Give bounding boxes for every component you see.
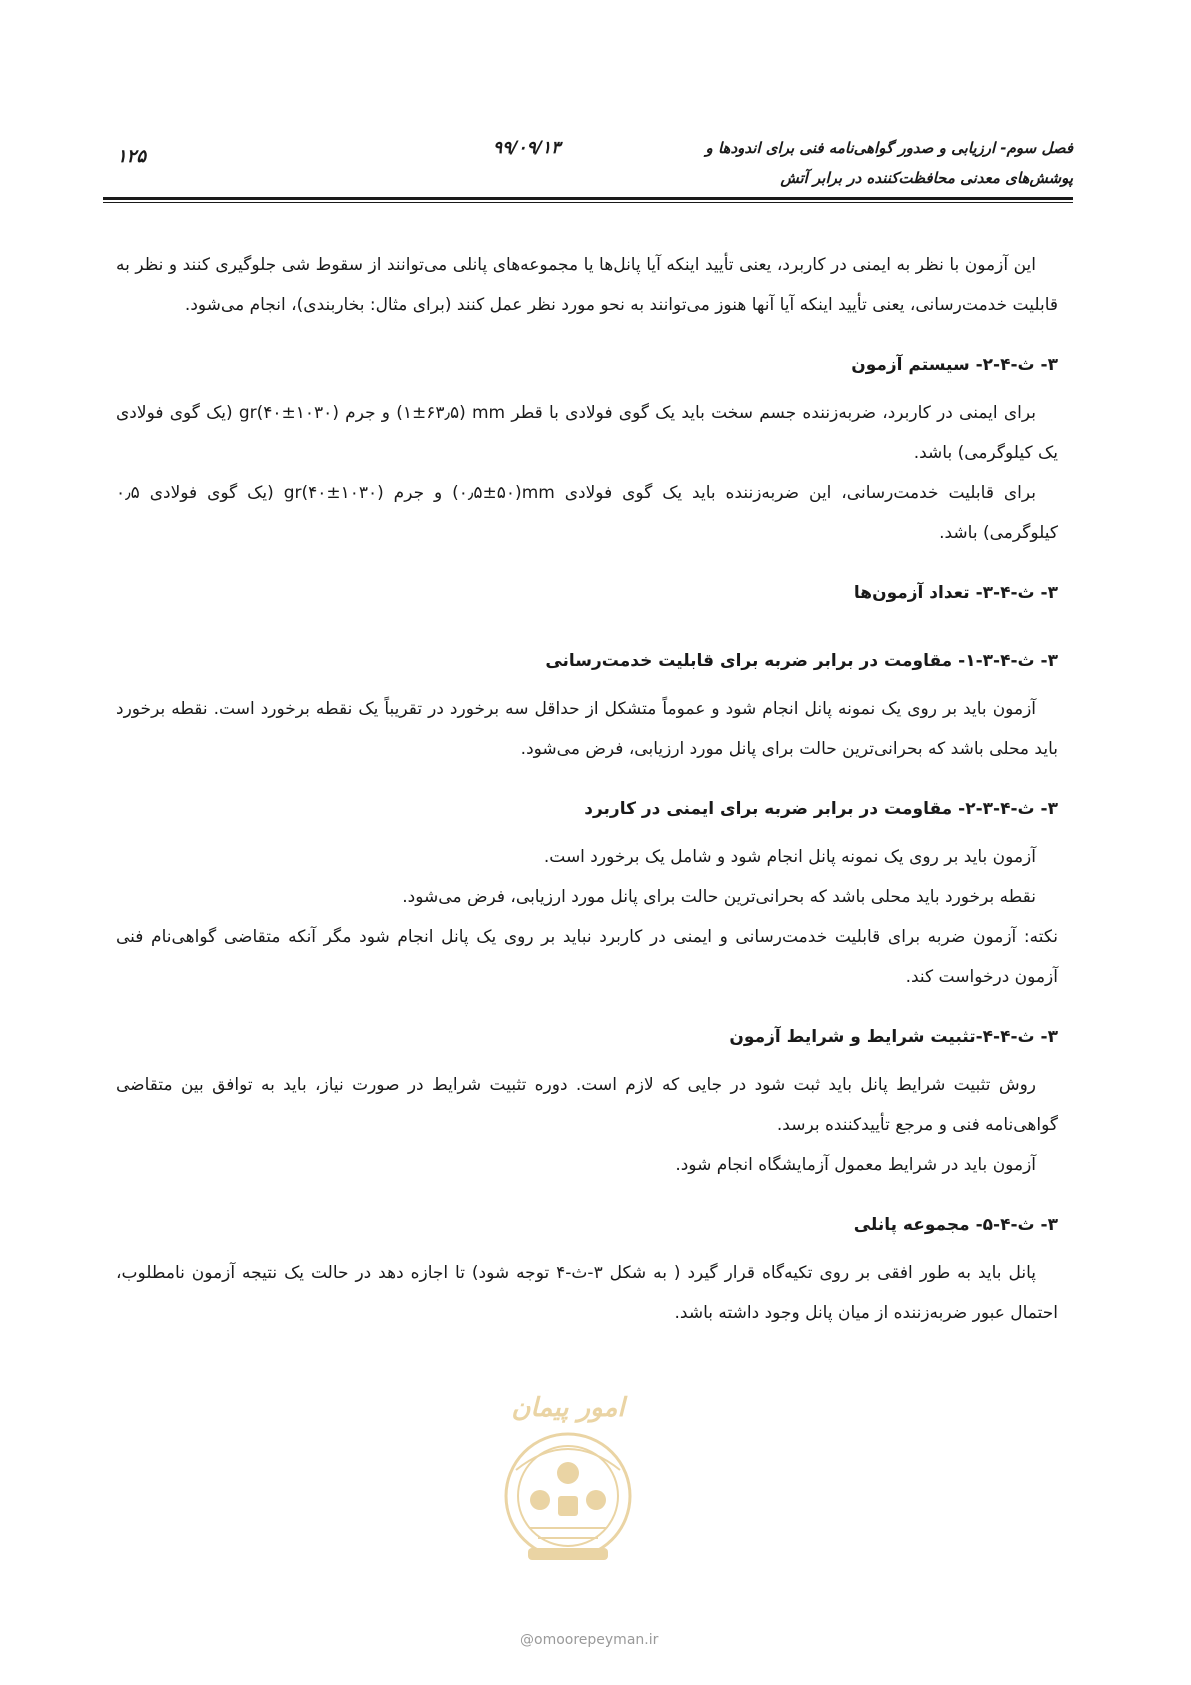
paragraph-panel-assembly: پانل باید به طور افقی بر روی تکیه‌گاه قرار گیرد ( به شکل ۳-ث-۴ توجه شود) تا اجازه دهد در حالت یک نتیجه آزمون نامطلوب، احتمال عبور ضربه‌زننده از میان پانل وجود داشته باشد.	[116, 1263, 1058, 1323]
header-date: ۹۹/۰۹/۱۳	[493, 138, 561, 158]
header-rule-thin	[103, 202, 1073, 203]
intro-paragraph: این آزمون با نظر به ایمنی در کاربرد، یعنی تأیید اینکه آیا پانل‌ها یا مجموعه‌های پانلی می‌توانند از سقوط شی جلوگیری کنند و نظر به قابلیت خدمت‌رسانی، یعنی تأیید اینکه آیا آنها هنوز می‌توانند به نحو مورد نظر عمل کنند (برای مثال: بخاربندی)، انجام می‌شود.	[116, 255, 1058, 315]
paragraph-safety-impact-1: آزمون باید بر روی یک نمونه پانل انجام شود و شامل یک برخورد است.	[543, 847, 1036, 867]
chapter-title-line1: فصل سوم- ارزیابی و صدور گواهی‌نامه فنی برای اندودها و	[705, 139, 1073, 157]
watermark-logo	[468, 1378, 668, 1588]
page-number: ۱۲۵	[117, 146, 147, 167]
paragraph-serviceability-impact: آزمون باید بر روی یک نمونه پانل انجام شود و عموماً متشکل از حداقل سه برخورد در تقریباً یک نقطه برخورد است. نقطه برخورد باید محلی باشد که بحرانی‌ترین حالت برای پانل مورد ارزیابی، فرض می‌شود.	[116, 699, 1058, 759]
chapter-title-line2: پوشش‌های معدنی محافظت‌کننده در برابر آتش	[780, 169, 1073, 187]
paragraph-safety-impactor: برای ایمنی در کاربرد، ضربه‌زننده جسم سخت باید یک گوی فولادی با قطر mm (۱±۶۳٫۵) و جرم gr(۴۰±۱۰۳۰) (یک گوی فولادی یک کیلوگرمی) باشد.	[116, 403, 1058, 463]
document-body	[116, 245, 1058, 1333]
section-heading-safety-impact: ۳- ث-۴-۳-۲- مقاومت در برابر ضربه برای ایمنی در کاربرد	[584, 799, 1058, 819]
chapter-title	[613, 133, 1073, 193]
section-heading-number-of-tests: ۳- ث-۴-۳- تعداد آزمون‌ها	[853, 583, 1058, 603]
section-heading-panel-assembly: ۳- ث-۴-۵- مجموعه پانلی	[853, 1215, 1058, 1235]
page-header	[103, 128, 1073, 200]
paragraph-conditioning-1: روش تثبیت شرایط پانل باید ثبت شود در جایی که لازم است. دوره تثبیت شرایط در صورت نیاز، باید به توافق بین متقاضی گواهی‌نامه فنی و مرجع تأییدکننده برسد.	[116, 1075, 1058, 1135]
paragraph-conditioning-2: آزمون باید در شرایط معمول آزمایشگاه انجام شود.	[675, 1155, 1036, 1175]
header-rule	[103, 197, 1073, 200]
section-heading-serviceability-impact: ۳- ث-۴-۳-۱- مقاومت در برابر ضربه برای قابلیت خدمت‌رسانی	[545, 651, 1058, 671]
watermark-logo-text: امور پیمان	[511, 1393, 625, 1423]
section-heading-conditioning: ۳- ث-۴-۴-تثبیت شرایط و شرایط آزمون	[729, 1027, 1058, 1047]
paragraph-safety-impact-2: نقطه برخورد باید محلی باشد که بحرانی‌ترین حالت برای پانل مورد ارزیابی، فرض می‌شود.	[402, 887, 1036, 907]
paragraph-serviceability-impactor: برای قابلیت خدمت‌رسانی، این ضربه‌زننده باید یک گوی فولادی mm(۰٫۵±۵۰) و جرم gr(۴۰±۱۰۳۰) (یک گوی فولادی ۰٫۵ کیلوگرمی) باشد.	[116, 483, 1058, 543]
watermark-site: @omoorepeyman.ir	[520, 1632, 659, 1648]
note-paragraph: نکته: آزمون ضربه برای قابلیت خدمت‌رسانی و ایمنی در کاربرد نباید بر روی یک پانل انجام شود مگر آنکه متقاضی گواهی‌نام فنی آزمون درخواست کند.	[116, 927, 1058, 987]
section-heading-test-system: ۳- ث-۴-۲- سیستم آزمون	[851, 355, 1058, 375]
